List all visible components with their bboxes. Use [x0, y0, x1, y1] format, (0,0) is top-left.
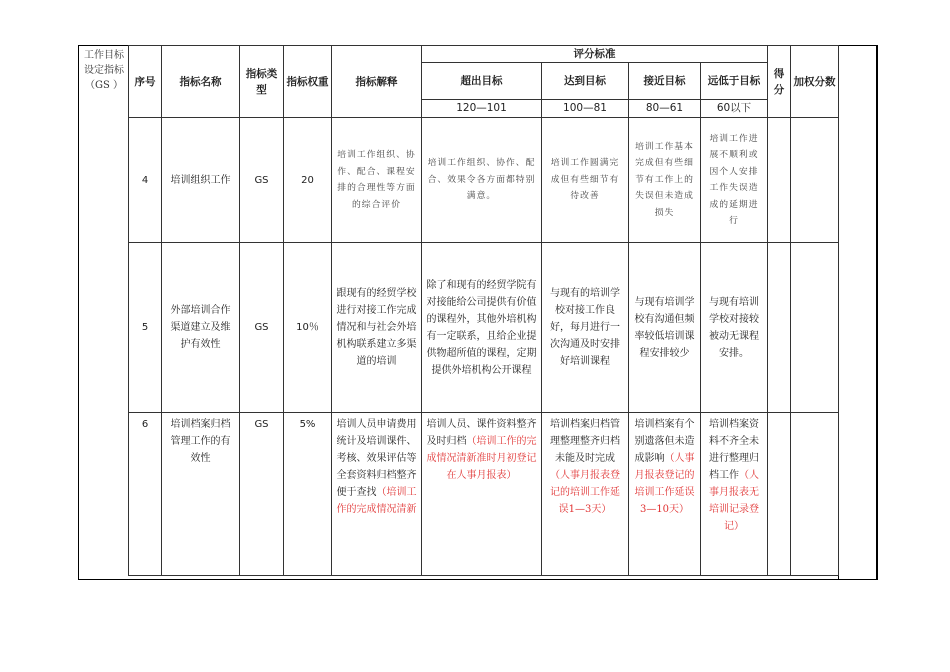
row-weight: 20 — [284, 118, 332, 243]
row-bonus — [791, 118, 839, 243]
row-explain: 培训工作组织、协作、配合、课程安排的合理性等方面的综合评价 — [332, 118, 422, 243]
kpi-table — [128, 45, 839, 576]
header-bonus: 加权分数 — [791, 46, 839, 118]
row-name: 培训组织工作 — [162, 118, 240, 243]
row-reach-text: 培训档案归档管理整理整齐归档未能及时完成 — [550, 419, 620, 464]
range-below: 60以下 — [701, 100, 768, 118]
header-seq: 序号 — [129, 46, 162, 118]
header-name: 指标名称 — [162, 46, 240, 118]
row-near: 与现有培训学校有沟通但频率较低培训课程安排较少 — [629, 243, 701, 413]
row-seq: 5 — [129, 243, 162, 413]
row-exceed: 培训工作组织、协作、配合、效果令各方面都特别满意。 — [422, 118, 542, 243]
row-type: GS — [240, 243, 284, 413]
row-below-text: 培训档案资料不齐全未进行整理归档工作 — [709, 419, 759, 481]
side-category-label: 工作目标设定指标（GS ） — [84, 50, 124, 91]
range-reach: 100—81 — [542, 100, 629, 118]
row-type: GS — [240, 118, 284, 243]
row-near-text: 培训档案有个别遗落但未造成影响 — [634, 419, 695, 464]
row-seq: 4 — [129, 118, 162, 243]
header-criteria: 评分标准 — [422, 46, 768, 63]
row-weight: 5% — [284, 413, 332, 576]
row-below: 与现有培训学校对接较被动无课程安排。 — [701, 243, 768, 413]
range-near: 80—61 — [629, 100, 701, 118]
row-score — [768, 118, 791, 243]
row-exceed-note: （培训工作的完成情况清新准时月初登记在人事月报表） — [426, 436, 537, 481]
row-reach: 与现有的培训学校对接工作良好，每月进行一次沟通及时安排好培训课程 — [542, 243, 629, 413]
document-right-margin-box — [838, 45, 878, 580]
row-seq: 6 — [129, 413, 162, 576]
row-reach — [542, 413, 629, 576]
header-type: 指标类型 — [240, 46, 284, 118]
header-score: 得分 — [768, 46, 791, 118]
row-near — [629, 413, 701, 576]
header-weight: 指标权重 — [284, 46, 332, 118]
row-reach-note: （人事月报表登记的培训工作延误1—3天） — [550, 470, 620, 515]
header-near: 接近目标 — [629, 63, 701, 100]
row-explain-text: 培训人员申请费用统计及培训课件、考核、效果评估等全套资料归档整齐便于查找 — [336, 419, 417, 498]
row-near-note: （人事月报表登记的培训工作延误3—10天） — [634, 453, 695, 515]
row-type: GS — [240, 413, 284, 576]
row-exceed: 除了和现有的经贸学院有对接能给公司提供有价值的课程外，其他外培机构有一定联系，且给企业提供物超所值的课程，定期提供外培机构公开课程 — [422, 243, 542, 413]
row-bonus — [791, 413, 839, 576]
row-reach: 培训工作圆满完成但有些细节有待改善 — [542, 118, 629, 243]
row-explain-note: （培训工作的完成情况清新 — [336, 487, 417, 515]
row-name: 培训档案归档管理工作的有效性 — [162, 413, 240, 576]
row-near: 培训工作基本完成但有些细节有工作上的失误但未造成损失 — [629, 118, 701, 243]
row-exceed-text: 培训人员、课件资料整齐及时归档 — [426, 419, 537, 447]
row-explain — [332, 413, 422, 576]
row-exceed — [422, 413, 542, 576]
header-explain: 指标解释 — [332, 46, 422, 118]
row-score — [768, 413, 791, 576]
table-row — [129, 413, 839, 576]
table-row — [129, 118, 839, 243]
row-bonus — [791, 243, 839, 413]
row-score — [768, 243, 791, 413]
header-reach: 达到目标 — [542, 63, 629, 100]
table-row — [129, 243, 839, 413]
row-weight: 10％ — [284, 243, 332, 413]
range-exceed: 120—101 — [422, 100, 542, 118]
row-name: 外部培训合作渠道建立及维护有效性 — [162, 243, 240, 413]
row-below: 培训工作进展不顺利或因个人安排工作失误造成的延期进行 — [701, 118, 768, 243]
row-below — [701, 413, 768, 576]
row-below-note: （人事月报表无培训记录登记） — [709, 470, 759, 532]
row-explain: 跟现有的经贸学校进行对接工作完成情况和与社会外培机构联系建立多渠道的培训 — [332, 243, 422, 413]
header-exceed: 超出目标 — [422, 63, 542, 100]
header-below: 远低于目标 — [701, 63, 768, 100]
